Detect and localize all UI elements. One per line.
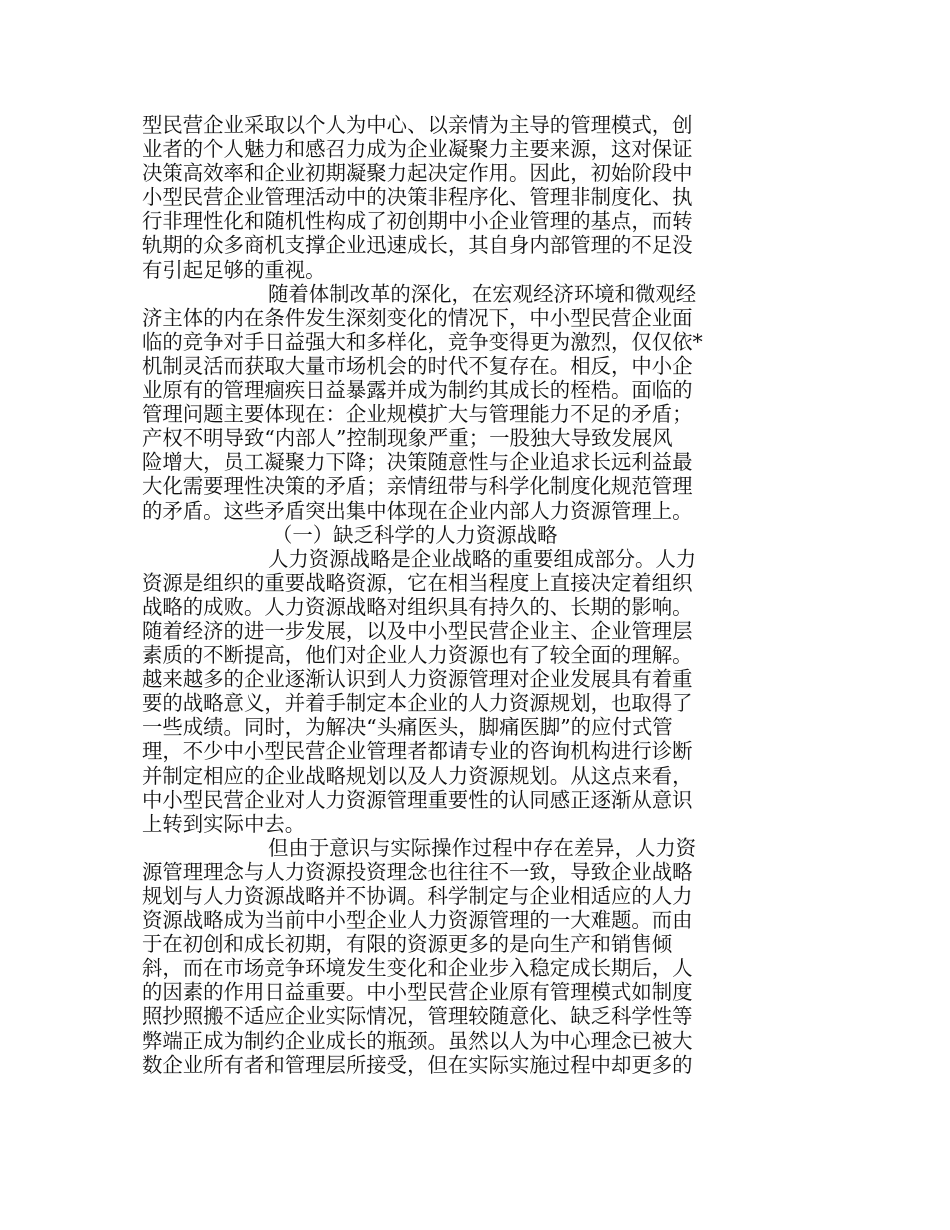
text-line-first: 人力资源战略是企业战略的重要组成部分。人力	[268, 546, 697, 571]
text-line: 行非理性化和随机性构成了初创期中小企业管理的基点，而转	[142, 209, 693, 234]
text-line: 轨期的众多商机支撑企业迅速成长，其自身内部管理的不足没	[142, 233, 693, 258]
document-page	[142, 113, 742, 1077]
paragraph-4	[142, 836, 742, 1077]
text-line: 管理问题主要体现在：企业规模扩大与管理能力不足的矛盾；	[142, 402, 693, 427]
text-line: 源管理理念与人力资源投资理念也往往不一致，导致企业战略	[142, 859, 693, 884]
text-line: 的矛盾。这些矛盾突出集中体现在企业内部人力资源管理上。	[142, 498, 693, 523]
text-line: 决策高效率和企业初期凝聚力起决定作用。因此，初始阶段中	[142, 161, 693, 186]
text-line: 小型民营企业管理活动中的决策非程序化、管理非制度化、执	[142, 185, 693, 210]
text-line: 战略的成败。人力资源战略对组织具有持久的、长期的影响。	[142, 594, 693, 619]
text-line: 照抄照搬不适应企业实际情况，管理较随意化、缺乏科学性等	[142, 1004, 693, 1029]
text-line: 资源战略成为当前中小型企业人力资源管理的一大难题。而由	[142, 908, 693, 933]
text-line: 并制定相应的企业战略规划以及人力资源规划。从这点来看，	[142, 763, 693, 788]
text-line: 上转到实际中去。	[142, 811, 306, 836]
section-heading-text: （一）缺乏科学的人力资源战略	[272, 522, 558, 547]
text-line: 要的战略意义，并着手制定本企业的人力资源规划，也取得了	[142, 691, 693, 716]
text-line: 一些成绩。同时，为解决“头痛医头，脚痛医脚”的应付式管	[142, 715, 673, 740]
text-line: 临的竞争对手日益强大和多样化，竞争变得更为激烈，仅仅依*	[142, 329, 703, 354]
text-line: 业者的个人魅力和感召力成为企业凝聚力主要来源，这对保证	[142, 137, 693, 162]
paragraph-3	[142, 547, 742, 836]
text-line: 机制灵活而获取大量市场机会的时代不复存在。相反，中小企	[142, 353, 693, 378]
text-line: 业原有的管理痼疾日益暴露并成为制约其成长的桎梏。面临的	[142, 378, 693, 403]
text-line: 数企业所有者和管理层所接受，但在实际实施过程中却更多的	[142, 1052, 693, 1077]
text-line: 险增大，员工凝聚力下降；决策随意性与企业追求长远利益最	[142, 450, 693, 475]
text-line: 斜，而在市场竞争环境发生变化和企业步入稳定成长期后，人	[142, 956, 693, 981]
text-line: 型民营企业采取以个人为中心、以亲情为主导的管理模式，创	[142, 113, 693, 137]
text-line-first: 但由于意识与实际操作过程中存在差异，人力资	[268, 835, 697, 860]
text-line: 于在初创和成长初期，有限的资源更多的是向生产和销售倾	[142, 932, 673, 957]
section-heading	[142, 523, 742, 547]
text-line: 弊端正成为制约企业成长的瓶颈。虽然以人为中心理念已被大	[142, 1028, 693, 1053]
text-line: 越来越多的企业逐渐认识到人力资源管理对企业发展具有着重	[142, 667, 693, 692]
text-line: 产权不明导致“内部人”控制现象严重；一股独大导致发展风	[142, 426, 673, 451]
text-line: 的因素的作用日益重要。中小型民营企业原有管理模式如制度	[142, 980, 693, 1005]
text-line: 大化需要理性决策的矛盾；亲情纽带与科学化制度化规范管理	[142, 474, 693, 499]
text-line: 理，不少中小型民营企业管理者都请专业的咨询机构进行诊断	[142, 739, 693, 764]
text-line: 有引起足够的重视。	[142, 257, 326, 282]
text-line: 随着经济的进一步发展，以及中小型民营企业主、企业管理层	[142, 618, 693, 643]
paragraph-2	[142, 282, 742, 523]
text-line: 素质的不断提高，他们对企业人力资源也有了较全面的理解。	[142, 643, 693, 668]
text-line: 中小型民营企业对人力资源管理重要性的认同感正逐渐从意识	[142, 787, 693, 812]
text-line: 资源是组织的重要战略资源，它在相当程度上直接决定着组织	[142, 570, 693, 595]
text-line-first: 随着体制改革的深化，在宏观经济环境和微观经	[268, 281, 697, 306]
text-line: 济主体的内在条件发生深刻变化的情况下，中小型民营企业面	[142, 305, 693, 330]
paragraph-1	[142, 113, 742, 282]
text-line: 规划与人力资源战略并不协调。科学制定与企业相适应的人力	[142, 884, 693, 908]
